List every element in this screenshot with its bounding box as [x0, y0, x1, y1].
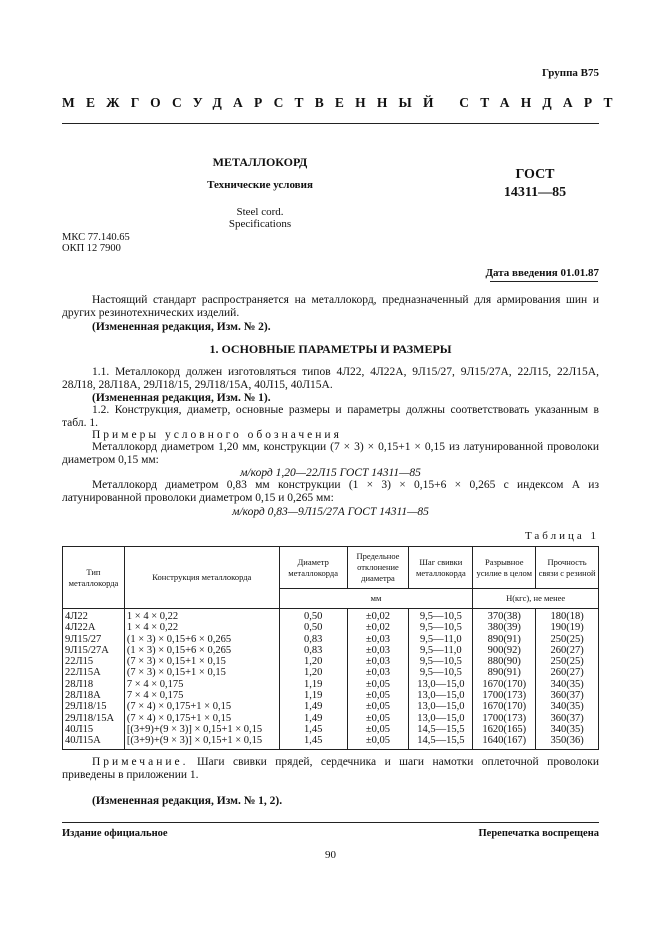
cell-deviation: ±0,03 — [347, 645, 409, 656]
cell-diameter: 1,20 — [279, 656, 347, 667]
cell-pitch: 9,5—10,5 — [409, 622, 473, 633]
cell-adhesion: 180(18) — [536, 609, 599, 623]
table-body — [63, 609, 599, 750]
cell-deviation: ±0,05 — [347, 724, 409, 735]
header-construction: Конструкция металлокорда — [124, 547, 279, 609]
cell-force: 1700(173) — [473, 690, 536, 701]
cell-adhesion: 260(27) — [536, 645, 599, 656]
cell-adhesion: 360(37) — [536, 690, 599, 701]
note-edition: (Измененная редакция, Изм. № 1, 2). — [92, 795, 283, 807]
cell-adhesion: 350(36) — [536, 735, 599, 749]
cell-pitch: 14,5—15,5 — [409, 735, 473, 749]
cell-type: 40Л15А — [63, 735, 125, 749]
cell-force: 370(38) — [473, 609, 536, 623]
effective-date-value: 01.01.87 — [560, 267, 599, 279]
paragraph-1-1: 1.1. Металлокорд должен изготовляться типов 4Л22, 4Л22А, 9Л15/27, 9Л15/27А, 22Л15, 22Л15А, 28Л18, 28Л18А, 29Л18/15, 29Л18/15А, 40Л15, 40Л15А. — [62, 366, 599, 391]
cell-type: 29Л18/15А — [63, 713, 125, 724]
cell-construction: [(3+9)+(9 × 3)] × 0,15+1 × 0,15 — [124, 735, 279, 749]
cell-type: 22Л15А — [63, 667, 125, 678]
cell-force: 1620(165) — [473, 724, 536, 735]
title-english: Steel cord. — [236, 206, 284, 218]
group-label: Группа В75 — [541, 67, 599, 79]
cell-construction: (1 × 3) × 0,15+6 × 0,265 — [124, 634, 279, 645]
header-divider — [62, 123, 599, 124]
cell-pitch: 9,5—11,0 — [409, 645, 473, 656]
cell-construction: [(3+9)+(9 × 3)] × 0,15+1 × 0,15 — [124, 724, 279, 735]
cell-deviation: ±0,05 — [347, 701, 409, 712]
cell-deviation: ±0,05 — [347, 679, 409, 690]
table-row — [63, 667, 599, 678]
section-1-heading: 1. ОСНОВНЫЕ ПАРАМЕТРЫ И РАЗМЕРЫ — [209, 342, 452, 356]
cell-type: 40Л15 — [63, 724, 125, 735]
gost-number: 14311—85 — [503, 185, 567, 200]
header-diameter: Диаметр металлокорда — [279, 547, 347, 589]
cell-adhesion: 360(37) — [536, 713, 599, 724]
cell-adhesion: 340(35) — [536, 701, 599, 712]
header-force: Разрывное усилие в целом — [473, 547, 536, 589]
cell-force: 1670(170) — [473, 679, 536, 690]
cell-type: 28Л18А — [63, 690, 125, 701]
cell-construction: (7 × 3) × 0,15+1 × 0,15 — [124, 667, 279, 678]
cell-adhesion: 250(25) — [536, 634, 599, 645]
footer-reprint-prohibited: Перепечатка воспрещена — [478, 828, 599, 839]
cell-diameter: 1,49 — [279, 701, 347, 712]
cell-diameter: 1,49 — [279, 713, 347, 724]
cell-pitch: 13,0—15,0 — [409, 690, 473, 701]
cell-pitch: 13,0—15,0 — [409, 713, 473, 724]
cell-pitch: 9,5—11,0 — [409, 634, 473, 645]
header-deviation: Предельное отклонение диаметра — [347, 547, 409, 589]
cell-diameter: 0,50 — [279, 622, 347, 633]
cell-pitch: 9,5—10,5 — [409, 656, 473, 667]
cell-pitch: 9,5—10,5 — [409, 609, 473, 623]
cell-diameter: 1,20 — [279, 667, 347, 678]
cell-deviation: ±0,05 — [347, 735, 409, 749]
cell-adhesion: 250(25) — [536, 656, 599, 667]
okp-code: ОКП 12 7900 — [62, 243, 121, 254]
cell-type: 9Л15/27А — [63, 645, 125, 656]
table-row — [63, 724, 599, 735]
cell-type: 9Л15/27 — [63, 634, 125, 645]
cell-force: 1670(170) — [473, 701, 536, 712]
cell-type: 29Л18/15 — [63, 701, 125, 712]
example-2-designation: м/корд 0,83—9Л15/27А ГОСТ 14311—85 — [232, 506, 429, 518]
table-row — [63, 701, 599, 712]
table-note — [62, 756, 599, 782]
cell-adhesion: 340(35) — [536, 679, 599, 690]
table-row — [63, 634, 599, 645]
cell-diameter: 0,83 — [279, 645, 347, 656]
cell-deviation: ±0,03 — [347, 667, 409, 678]
example-1-text: Металлокорд диаметром 1,20 мм, конструкции (7 × 3) × 0,15+1 × 0,15 из латунированной проволоки диаметром 0,15 мм: — [62, 441, 599, 466]
cell-adhesion: 340(35) — [536, 724, 599, 735]
page-number: 90 — [325, 849, 336, 861]
cell-deviation: ±0,03 — [347, 634, 409, 645]
table-row — [63, 656, 599, 667]
cell-type: 28Л18 — [63, 679, 125, 690]
cell-deviation: ±0,03 — [347, 656, 409, 667]
cell-deviation: ±0,05 — [347, 690, 409, 701]
cell-adhesion: 260(27) — [536, 667, 599, 678]
cell-force: 900(92) — [473, 645, 536, 656]
table-row — [63, 609, 599, 623]
intro-edition-note: (Измененная редакция, Изм. № 2). — [92, 321, 271, 333]
table-row — [63, 713, 599, 724]
cell-force: 890(91) — [473, 667, 536, 678]
cell-diameter: 1,19 — [279, 690, 347, 701]
subtitle-english: Specifications — [228, 218, 292, 230]
header-unit-mm: мм — [279, 589, 473, 609]
cell-pitch: 14,5—15,5 — [409, 724, 473, 735]
cell-force: 890(91) — [473, 634, 536, 645]
table-caption: Таблица 1 — [524, 530, 599, 542]
note-text: Шаги свивки прядей, сердечника и шаги намотки оплеточной проволоки приведены в приложении 1. — [62, 756, 599, 781]
effective-date — [485, 267, 599, 279]
cell-construction: 7 × 4 × 0,175 — [124, 679, 279, 690]
cell-construction: 7 × 4 × 0,175 — [124, 690, 279, 701]
header-unit-force: Н(кгс), не менее — [473, 589, 599, 609]
paragraph-1-2: 1.2. Конструкция, диаметр, основные размеры и параметры должны соответствовать указанным в табл. 1. — [62, 404, 599, 429]
table-row — [63, 679, 599, 690]
cell-diameter: 1,45 — [279, 735, 347, 749]
cell-force: 880(90) — [473, 656, 536, 667]
table-row — [63, 735, 599, 749]
cell-type: 4Л22А — [63, 622, 125, 633]
cell-construction: (1 × 3) × 0,15+6 × 0,265 — [124, 645, 279, 656]
cell-force: 1700(173) — [473, 713, 536, 724]
interstate-standard-heading: МЕЖГОСУДАРСТВЕННЫЙ СТАНДАРТ — [62, 95, 624, 110]
cell-diameter: 1,19 — [279, 679, 347, 690]
cell-pitch: 13,0—15,0 — [409, 701, 473, 712]
cell-diameter: 1,45 — [279, 724, 347, 735]
cell-construction: (7 × 3) × 0,15+1 × 0,15 — [124, 656, 279, 667]
cell-force: 380(39) — [473, 622, 536, 633]
cell-pitch: 9,5—10,5 — [409, 667, 473, 678]
cell-deviation: ±0,02 — [347, 609, 409, 623]
cell-force: 1640(167) — [473, 735, 536, 749]
cell-deviation: ±0,05 — [347, 713, 409, 724]
paragraph-1-1-edition: (Измененная редакция, Изм. № 1). — [92, 392, 271, 404]
footer-official-edition: Издание официальное — [62, 828, 168, 839]
header-adhesion: Прочность связи с резиной — [536, 547, 599, 589]
footer-divider — [62, 822, 599, 823]
cell-diameter: 0,83 — [279, 634, 347, 645]
effective-date-rule — [490, 281, 598, 282]
parameters-table — [62, 546, 599, 750]
document-subtitle: Технические условия — [207, 179, 313, 191]
cell-type: 22Л15 — [63, 656, 125, 667]
table-row — [63, 622, 599, 633]
gost-label: ГОСТ — [515, 167, 555, 182]
cell-diameter: 0,50 — [279, 609, 347, 623]
header-pitch: Шаг свивки металлокорда — [409, 547, 473, 589]
note-label: Примечание. — [92, 756, 189, 768]
mks-code: МКС 77.140.65 — [62, 232, 130, 243]
cell-deviation: ±0,02 — [347, 622, 409, 633]
examples-heading: Примеры условного обозначения — [92, 429, 342, 441]
example-2-text: Металлокорд диаметром 0,83 мм конструкции (1 × 3) × 0,15+6 × 0,265 с индексом А из латунированной проволоки диаметром 0,15 и 0,265 мм: — [62, 479, 599, 504]
example-1-designation: м/корд 1,20—22Л15 ГОСТ 14311—85 — [240, 467, 421, 479]
document-title: МЕТАЛЛОКОРД — [212, 155, 308, 169]
cell-adhesion: 190(19) — [536, 622, 599, 633]
cell-construction: (7 × 4) × 0,175+1 × 0,15 — [124, 713, 279, 724]
header-type: Тип металлокорда — [63, 547, 125, 609]
cell-pitch: 13,0—15,0 — [409, 679, 473, 690]
table-row — [63, 690, 599, 701]
cell-type: 4Л22 — [63, 609, 125, 623]
table-row — [63, 645, 599, 656]
cell-construction: (7 × 4) × 0,175+1 × 0,15 — [124, 701, 279, 712]
intro-paragraph: Настоящий стандарт распространяется на металлокорд, предназначенный для армирования шин и других резинотехнических изделий. — [62, 294, 599, 319]
effective-date-label: Дата введения — [485, 267, 558, 279]
cell-construction: 1 × 4 × 0,22 — [124, 609, 279, 623]
cell-construction: 1 × 4 × 0,22 — [124, 622, 279, 633]
